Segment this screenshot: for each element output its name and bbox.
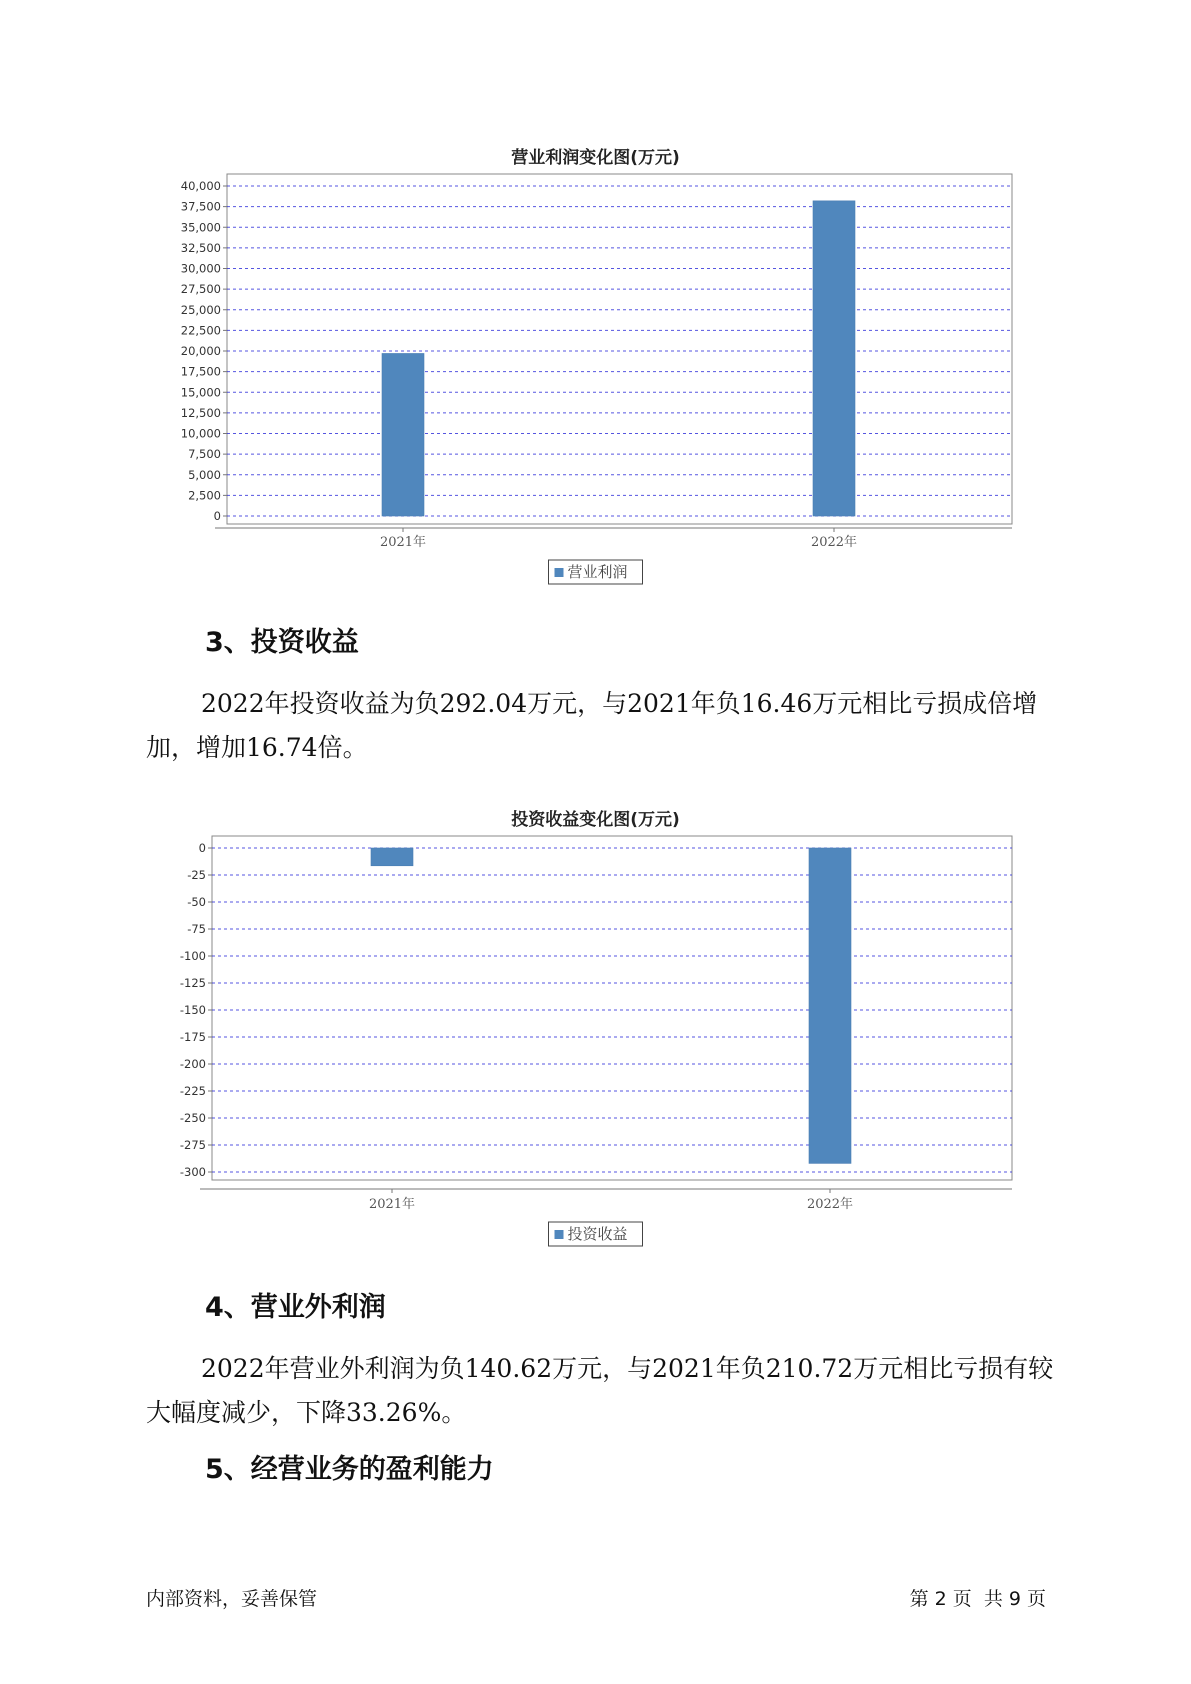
x-tick-label: 2021年 [368, 1197, 416, 1212]
y-tick-label: 22,500 [180, 323, 221, 338]
y-tick-label: 10,000 [180, 426, 221, 441]
section-heading-profitability: 5、经营业务的盈利能力 [205, 1454, 494, 1485]
y-tick-label: -100 [179, 949, 206, 963]
plot-area-border [212, 836, 1012, 1180]
y-tick-label: -275 [179, 1138, 206, 1152]
legend-swatch [555, 1230, 564, 1239]
chart-title-operating-profit: 营业利润变化图(万元) [511, 148, 680, 168]
bar-2022年 [809, 848, 851, 1163]
y-tick-label: 17,500 [180, 364, 221, 379]
section-heading-non-operating-profit: 4、营业外利润 [205, 1292, 386, 1323]
y-tick-label: -300 [179, 1165, 206, 1179]
footer-page-number: 第 2 页 共 9 页 [909, 1588, 1046, 1610]
y-tick-label: -200 [179, 1057, 206, 1071]
y-tick-label: -50 [187, 895, 206, 909]
legend-label: 营业利润 [567, 563, 628, 581]
bar-2021年 [371, 848, 413, 866]
y-tick-label: -175 [179, 1030, 206, 1044]
y-tick-label: -250 [179, 1111, 206, 1125]
y-tick-label: 35,000 [180, 220, 221, 235]
y-tick-label: -150 [179, 1003, 206, 1017]
y-tick-label: -25 [187, 868, 206, 882]
paragraph-investment-income: 2022年投资收益为负292.04万元，与2021年负16.46万元相比亏损成倍增加，增加16.74倍。 [146, 689, 1038, 762]
y-tick-label: 2,500 [188, 488, 221, 503]
y-tick-label: 27,500 [180, 282, 221, 297]
paragraph-non-operating-profit: 2022年营业外利润为负140.62万元，与2021年负210.72万元相比亏损有较大幅度减少，下降33.26%。 [146, 1354, 1054, 1427]
section-heading-investment-income: 3、投资收益 [205, 627, 359, 658]
x-tick-label: 2021年 [379, 535, 427, 550]
y-tick-label: 37,500 [180, 199, 221, 214]
y-tick-label: 15,000 [180, 385, 221, 400]
x-tick-label: 2022年 [810, 535, 858, 550]
y-tick-label: 5,000 [188, 467, 221, 482]
x-tick-label: 2022年 [806, 1197, 854, 1212]
y-tick-label: 32,500 [180, 240, 221, 255]
chart-title-investment-income: 投资收益变化图(万元) [511, 810, 680, 830]
footer-confidential-note: 内部资料，妥善保管 [146, 1588, 318, 1610]
y-tick-label: 0 [198, 841, 206, 855]
y-tick-label: 20,000 [180, 344, 221, 358]
y-tick-label: 40,000 [180, 179, 221, 193]
y-tick-label: -125 [179, 976, 206, 990]
y-tick-label: 12,500 [180, 405, 221, 420]
y-tick-label: -225 [179, 1084, 206, 1098]
y-tick-label: -75 [187, 922, 206, 936]
y-tick-label: 7,500 [188, 447, 221, 462]
legend-label: 投资收益 [567, 1225, 628, 1243]
y-tick-label: 25,000 [180, 302, 221, 317]
y-tick-label: 30,000 [180, 261, 221, 276]
y-tick-label: 0 [213, 509, 221, 523]
